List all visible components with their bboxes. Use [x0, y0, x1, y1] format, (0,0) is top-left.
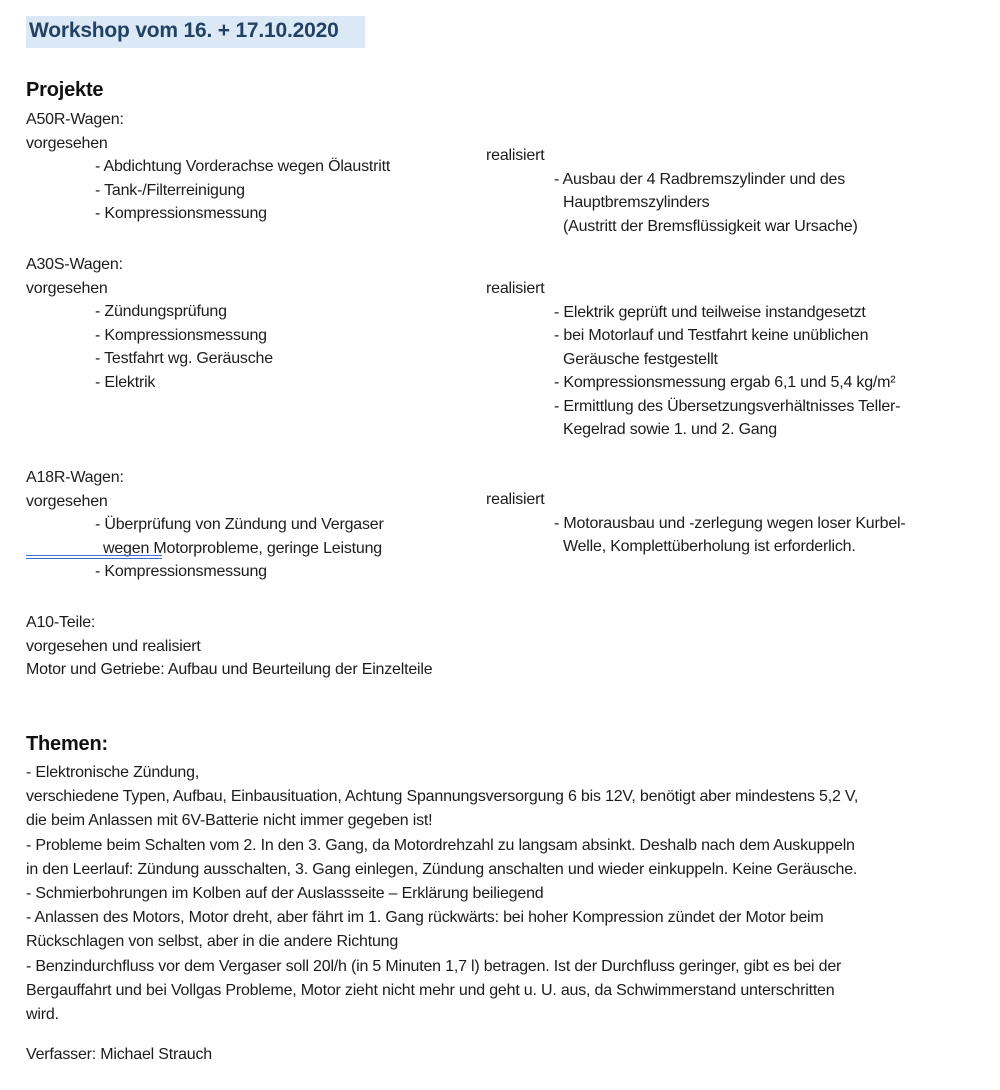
planned-item: - Tank-/Filterreinigung — [95, 181, 245, 199]
realized-item-continuation: Hauptbremszylinders — [563, 194, 710, 211]
topic-line: - Benzindurchfluss vor dem Vergaser soll 20l/h (in 5 Minuten 1,7 l) betragen. Ist der Durchfluss geringer, gibt es bei der — [26, 957, 842, 975]
topics-list — [26, 761, 858, 1027]
planned-label: vorgesehen — [26, 492, 108, 510]
topic-line: - Probleme beim Schalten vom 2. In den 3. Gang, da Motordrehzahl zu langsam absinkt. Deshalb nach dem Auskuppeln — [26, 836, 855, 854]
project-a30s-planned — [26, 253, 273, 394]
realized-item: - Ermittlung des Übersetzungsverhältnisses Teller- — [554, 397, 901, 415]
planned-label: vorgesehen — [26, 134, 108, 152]
planned-item: - Überprüfung von Zündung und Vergaser — [95, 516, 384, 533]
realized-item: - Ausbau der 4 Radbremszylinder und des — [554, 170, 846, 188]
planned-item: - Zündungsprüfung — [95, 303, 227, 320]
project-a50r-planned — [26, 108, 390, 226]
planned-item: - Kompressionsmessung — [95, 563, 267, 580]
realized-item: - Elektrik geprüft und teilweise instandgesetzt — [554, 303, 866, 321]
realized-item: - bei Motorlauf und Testfahrt keine unüblichen — [554, 327, 869, 344]
project-name: A30S-Wagen: — [26, 256, 123, 273]
project-name: A10-Teile: — [26, 614, 96, 631]
realized-label: realisiert — [486, 491, 545, 508]
project-a30s-realized — [486, 277, 900, 442]
realized-item-continuation: Geräusche festgestellt — [563, 350, 718, 368]
realized-item: - Motorausbau und -zerlegung wegen loser Kurbel- — [554, 514, 906, 532]
planned-item: - Kompressionsmessung — [95, 326, 267, 344]
topic-line: wird. — [26, 1006, 59, 1024]
realized-item-continuation: Welle, Komplettüberholung ist erforderlich. — [563, 538, 856, 555]
realized-item: - Kompressionsmessung ergab 6,1 und 5,4 kg/m² — [554, 374, 896, 391]
project-description: Motor und Getriebe: Aufbau und Beurteilung der Einzelteile — [26, 661, 433, 678]
planned-item: - Kompressionsmessung — [95, 205, 267, 222]
projects-heading: Projekte — [26, 79, 104, 101]
planned-item-continuation: wegen Motorprobleme, geringe Leistung — [103, 539, 382, 557]
document-title: Workshop vom 16. + 17.10.2020 — [26, 16, 365, 48]
topic-line: verschiedene Typen, Aufbau, Einbausituation, Achtung Spannungsversorgung 6 bis 12V, benötigt aber mindestens 5,2 V, — [26, 788, 859, 806]
author-line: Verfasser: Michael Strauch — [26, 1046, 212, 1063]
project-name: A18R-Wagen: — [26, 469, 124, 486]
topic-line: die beim Anlassen mit 6V-Batterie nicht immer gegeben ist! — [26, 812, 433, 830]
topic-line: - Elektronische Zündung, — [26, 764, 200, 781]
topic-line: - Anlassen des Motors, Motor dreht, aber fährt im 1. Gang rückwärts: bei hoher Kompression zündet der Motor beim — [26, 909, 824, 927]
project-name: A50R-Wagen: — [26, 111, 124, 128]
topic-line: - Schmierbohrungen im Kolben auf der Auslassseite – Erklärung beiliegend — [26, 885, 544, 903]
project-subtitle: vorgesehen und realisiert — [26, 637, 201, 655]
topic-line: in den Leerlauf: Zündung ausschalten, 3. Gang einlegen, Zündung anschalten und wieder einkuppeln. Keine Geräusche. — [26, 860, 858, 878]
grammar-check-underline — [26, 555, 162, 559]
realized-item-continuation: (Austritt der Bremsflüssigkeit war Ursache) — [563, 217, 858, 235]
topic-line: Bergauffahrt und bei Vollgas Probleme, Motor zieht nicht mehr und geht u. U. aus, da Schwimmerstand unterschritten — [26, 981, 835, 999]
project-a18r-realized — [486, 488, 906, 559]
planned-item: - Elektrik — [95, 373, 156, 391]
project-a50r-realized — [486, 144, 858, 238]
topics-heading: Themen: — [26, 733, 108, 755]
planned-item: - Testfahrt wg. Geräusche — [95, 350, 273, 367]
realized-item-continuation: Kegelrad sowie 1. und 2. Gang — [563, 421, 777, 438]
project-a10-teile — [26, 611, 432, 682]
realized-label: realisiert — [486, 280, 545, 297]
project-a18r-planned — [26, 466, 384, 584]
planned-label: vorgesehen — [26, 279, 108, 297]
topic-line: Rückschlagen von selbst, aber in die andere Richtung — [26, 933, 399, 951]
planned-item: - Abdichtung Vorderachse wegen Ölaustritt — [95, 158, 391, 175]
realized-label: realisiert — [486, 147, 545, 164]
